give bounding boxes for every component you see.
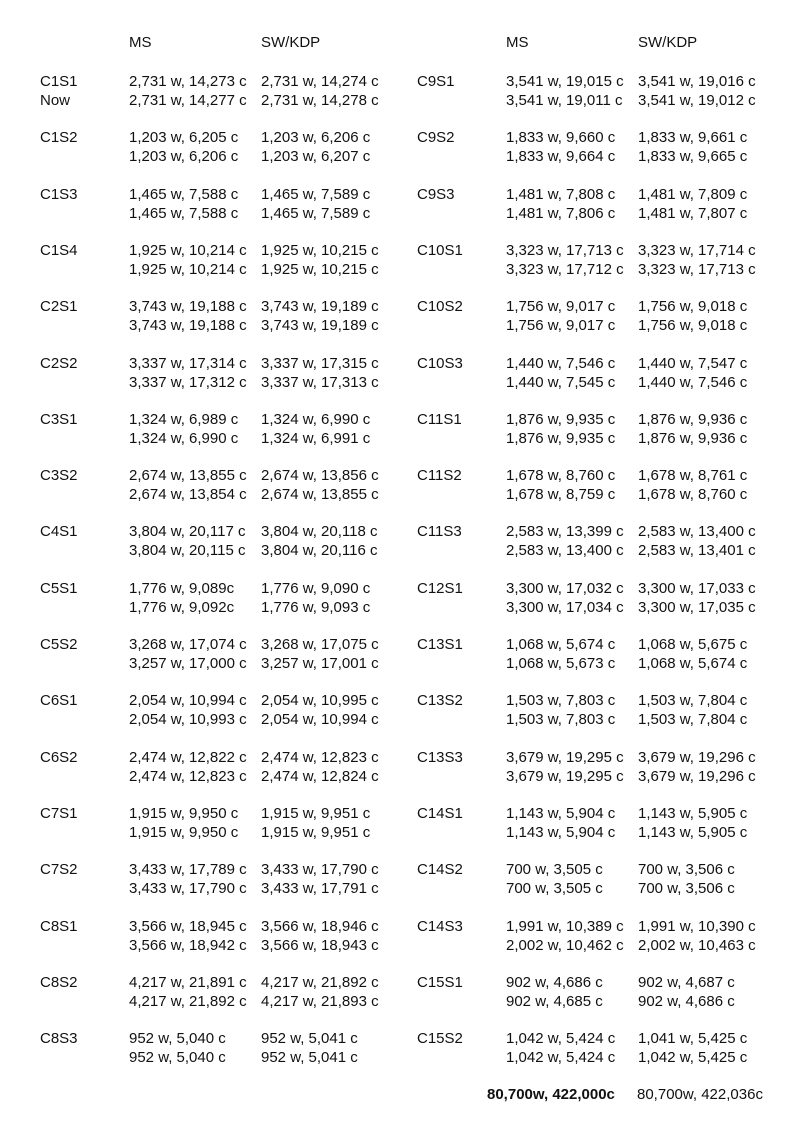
ms-value: 3,433 w, 17,789 c 3,433 w, 17,790 c [129, 861, 247, 898]
ms-value: 1,776 w, 9,089c 1,776 w, 9,092c [129, 579, 235, 616]
ms-value: 3,743 w, 19,188 c 3,743 w, 19,188 c [129, 298, 247, 335]
row-label: C1S4 [40, 241, 78, 259]
row-label: C8S2 [40, 973, 78, 991]
ms-value: 1,203 w, 6,205 c 1,203 w, 6,206 c [129, 129, 239, 166]
sw-kdp-value: 1,991 w, 10,390 c 2,002 w, 10,463 c [638, 917, 756, 954]
ms-value: 3,804 w, 20,117 c 3,804 w, 20,115 c [129, 523, 246, 560]
sw-kdp-value: 3,541 w, 19,016 c 3,541 w, 19,012 c [638, 73, 756, 109]
ms-value: 2,474 w, 12,822 c 2,474 w, 12,823 c [129, 748, 247, 785]
ms-value: 3,300 w, 17,032 c 3,300 w, 17,034 c [506, 579, 624, 616]
ms-value: 1,756 w, 9,017 c 1,756 w, 9,017 c [506, 298, 616, 335]
sw-kdp-value: 2,674 w, 13,856 c 2,674 w, 13,855 c [261, 467, 379, 504]
row-label: C13S2 [417, 692, 463, 710]
ms-value: 1,440 w, 7,546 c 1,440 w, 7,545 c [506, 354, 616, 391]
row-label: C13S3 [417, 748, 463, 766]
sw-kdp-value: 1,465 w, 7,589 c 1,465 w, 7,589 c [261, 185, 371, 222]
sw-kdp-value: 1,440 w, 7,547 c 1,440 w, 7,546 c [638, 354, 748, 391]
sw-kdp-value: 2,731 w, 14,274 c 2,731 w, 14,278 c [261, 73, 379, 109]
sw-kdp-value: 1,925 w, 10,215 c 1,925 w, 10,215 c [261, 241, 379, 278]
sw-kdp-value: 2,054 w, 10,995 c 2,054 w, 10,994 c [261, 692, 379, 729]
sw-kdp-value: 3,323 w, 17,714 c 3,323 w, 17,713 c [638, 241, 756, 278]
ms-value: 3,323 w, 17,713 c 3,323 w, 17,712 c [506, 241, 624, 278]
row-label: C10S3 [417, 354, 463, 372]
ms-value: 1,042 w, 5,424 c 1,042 w, 5,424 c [506, 1030, 616, 1067]
ms-value: 1,465 w, 7,588 c 1,465 w, 7,588 c [129, 185, 239, 222]
ms-value: 1,876 w, 9,935 c 1,876 w, 9,935 c [506, 410, 616, 447]
right-sw-header: SW/KDP [638, 34, 698, 51]
row-label: C7S1 [40, 804, 78, 822]
sw-kdp-value: 1,203 w, 6,206 c 1,203 w, 6,207 c [261, 129, 371, 166]
sw-kdp-value: 1,324 w, 6,990 c 1,324 w, 6,991 c [261, 410, 371, 447]
ms-value: 2,674 w, 13,855 c 2,674 w, 13,854 c [129, 467, 247, 504]
sw-kdp-value: 3,268 w, 17,075 c 3,257 w, 17,001 c [261, 636, 379, 672]
sw-kdp-value: 1,876 w, 9,936 c 1,876 w, 9,936 c [638, 410, 748, 447]
sw-kdp-value: 700 w, 3,506 c 700 w, 3,506 c [638, 861, 735, 898]
row-label: C6S2 [40, 748, 78, 766]
left-sw-header: SW/KDP [261, 34, 321, 51]
ms-value: 1,503 w, 7,803 c 1,503 w, 7,803 c [506, 692, 616, 729]
row-label: C9S3 [417, 185, 455, 203]
ms-value: 2,731 w, 14,273 c 2,731 w, 14,277 c [129, 73, 247, 109]
ms-value: 902 w, 4,686 c 902 w, 4,685 c [506, 973, 603, 1010]
row-label: C6S1 [40, 692, 78, 710]
row-label: C5S1 [40, 579, 78, 597]
row-label: C15S1 [417, 973, 463, 991]
ms-value: 3,337 w, 17,314 c 3,337 w, 17,312 c [129, 354, 247, 391]
sw-kdp-value: 1,143 w, 5,905 c 1,143 w, 5,905 c [638, 804, 748, 841]
row-label: C4S1 [40, 523, 78, 541]
row-label: C11S1 [417, 410, 462, 428]
ms-value: 1,915 w, 9,950 c 1,915 w, 9,950 c [129, 804, 239, 841]
sw-kdp-value: 1,833 w, 9,661 c 1,833 w, 9,665 c [638, 129, 748, 166]
row-label: C10S2 [417, 298, 463, 316]
row-label: C14S2 [417, 861, 463, 879]
row-label: C9S2 [417, 129, 455, 147]
ms-value: 1,324 w, 6,989 c 1,324 w, 6,990 c [129, 410, 239, 447]
ms-value: 3,541 w, 19,015 c 3,541 w, 19,011 c [506, 73, 624, 109]
sw-kdp-value: 4,217 w, 21,892 c 4,217 w, 21,893 c [261, 973, 379, 1010]
ms-value: 1,143 w, 5,904 c 1,143 w, 5,904 c [506, 804, 616, 841]
sw-kdp-value: 3,337 w, 17,315 c 3,337 w, 17,313 c [261, 354, 379, 391]
sw-kdp-value: 2,474 w, 12,823 c 2,474 w, 12,824 c [261, 748, 379, 785]
total-sw: 80,700w, 422,036c [637, 1086, 763, 1103]
sw-kdp-value: 952 w, 5,041 c 952 w, 5,041 c [261, 1030, 358, 1067]
sw-kdp-value: 1,756 w, 9,018 c 1,756 w, 9,018 c [638, 298, 748, 335]
row-label: C2S1 [40, 298, 78, 316]
row-label: C11S2 [417, 467, 462, 485]
sw-kdp-value: 1,776 w, 9,090 c 1,776 w, 9,093 c [261, 579, 371, 616]
ms-value: 1,991 w, 10,389 c 2,002 w, 10,462 c [506, 917, 624, 954]
row-label: C8S1 [40, 917, 78, 935]
row-label: C8S3 [40, 1030, 78, 1048]
sw-kdp-value: 3,679 w, 19,296 c 3,679 w, 19,296 c [638, 748, 756, 785]
row-label: C14S3 [417, 917, 463, 935]
row-label: C5S2 [40, 636, 78, 653]
ms-value: 3,679 w, 19,295 c 3,679 w, 19,295 c [506, 748, 624, 785]
sw-kdp-value: 1,503 w, 7,804 c 1,503 w, 7,804 c [638, 692, 748, 729]
row-label: C1S2 [40, 129, 78, 147]
ms-value: 3,268 w, 17,074 c 3,257 w, 17,000 c [129, 636, 247, 672]
ms-value: 1,925 w, 10,214 c 1,925 w, 10,214 c [129, 241, 247, 278]
row-label: C10S1 [417, 241, 463, 259]
row-label: C11S3 [417, 523, 462, 541]
ms-value: 1,678 w, 8,760 c 1,678 w, 8,759 c [506, 467, 616, 504]
row-label: C12S1 [417, 579, 463, 597]
sw-kdp-value: 3,743 w, 19,189 c 3,743 w, 19,189 c [261, 298, 379, 335]
row-label: C3S2 [40, 467, 78, 485]
row-label: C15S2 [417, 1030, 463, 1048]
total-ms: 80,700w, 422,000c [487, 1086, 615, 1103]
sw-kdp-value: 1,068 w, 5,675 c 1,068 w, 5,674 c [638, 636, 748, 672]
ms-value: 952 w, 5,040 c 952 w, 5,040 c [129, 1030, 226, 1067]
ms-value: 2,583 w, 13,399 c 2,583 w, 13,400 c [506, 523, 624, 560]
sw-kdp-value: 1,678 w, 8,761 c 1,678 w, 8,760 c [638, 467, 748, 504]
left-ms-header: MS [129, 34, 152, 51]
sw-kdp-value: 1,041 w, 5,425 c 1,042 w, 5,425 c [638, 1030, 748, 1067]
row-label: C1S1 Now [40, 73, 78, 109]
sw-kdp-value: 1,915 w, 9,951 c 1,915 w, 9,951 c [261, 804, 371, 841]
row-label: C1S3 [40, 185, 78, 203]
row-label: C7S2 [40, 861, 78, 879]
ms-value: 1,068 w, 5,674 c 1,068 w, 5,673 c [506, 636, 616, 672]
row-label: C9S1 [417, 73, 455, 90]
sw-kdp-value: 2,583 w, 13,400 c 2,583 w, 13,401 c [638, 523, 756, 560]
right-ms-header: MS [506, 34, 529, 51]
row-label: C14S1 [417, 804, 463, 822]
row-label: C3S1 [40, 410, 78, 428]
sw-kdp-value: 3,300 w, 17,033 c 3,300 w, 17,035 c [638, 579, 756, 616]
ms-value: 1,481 w, 7,808 c 1,481 w, 7,806 c [506, 185, 616, 222]
ms-value: 4,217 w, 21,891 c 4,217 w, 21,892 c [129, 973, 247, 1010]
sw-kdp-value: 1,481 w, 7,809 c 1,481 w, 7,807 c [638, 185, 748, 222]
row-label: C2S2 [40, 354, 78, 372]
row-label: C13S1 [417, 636, 463, 653]
ms-value: 700 w, 3,505 c 700 w, 3,505 c [506, 861, 603, 898]
ms-value: 2,054 w, 10,994 c 2,054 w, 10,993 c [129, 692, 247, 729]
sw-kdp-value: 902 w, 4,687 c 902 w, 4,686 c [638, 973, 735, 1010]
sw-kdp-value: 3,804 w, 20,118 c 3,804 w, 20,116 c [261, 523, 378, 560]
sw-kdp-value: 3,566 w, 18,946 c 3,566 w, 18,943 c [261, 917, 379, 954]
ms-value: 3,566 w, 18,945 c 3,566 w, 18,942 c [129, 917, 247, 954]
sw-kdp-value: 3,433 w, 17,790 c 3,433 w, 17,791 c [261, 861, 379, 898]
ms-value: 1,833 w, 9,660 c 1,833 w, 9,664 c [506, 129, 616, 166]
